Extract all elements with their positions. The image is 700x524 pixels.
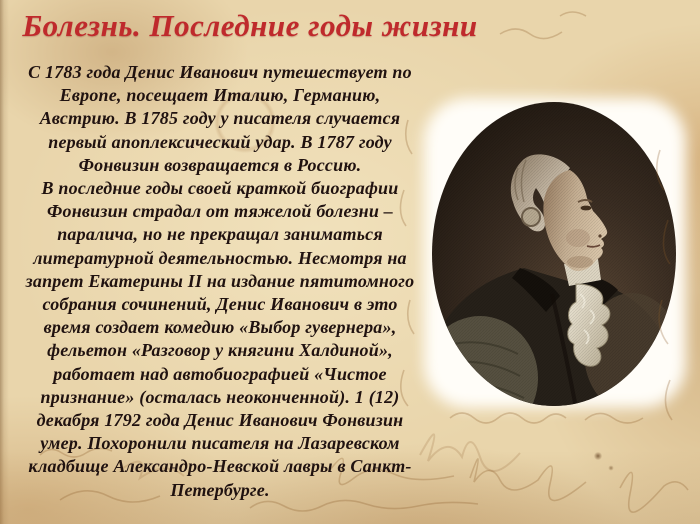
body-line: кладбище Александро-Невской лавры в Санкт- [28,456,412,477]
body-line: умер. Похоронили писателя на Лазаревском [40,433,400,454]
body-line: Фонвизин страдал от тяжелой болезни – [47,201,393,222]
body-line: декабря 1792 года Денис Иванович Фонвизин [36,410,404,431]
portrait-image [428,98,688,408]
slide-title: Болезнь. Последние годы жизни [22,8,478,43]
body-line: литературной деятельностью. Несмотря на [33,247,407,268]
body-line: признание» (осталась неоконченной). 1 (12) [40,386,400,407]
body-line: собрания сочинений, Денис Иванович в это [42,294,398,315]
body-line: запрет Екатерины II на издание пятитомного [25,270,415,291]
body-line: Европе, посещает Италию, Германию, [59,85,381,106]
body-text [2,61,438,502]
body-line: время создает комедию «Выбор гувернера», [43,317,397,338]
body-line: Петербурге. [170,479,270,500]
body-line: работает над автобиографией «Чистое [53,363,387,384]
body-line: паралича, но не прекращал заниматься [57,224,383,245]
body-line: фельетон «Разговор у княгини Халдиной», [47,340,393,361]
body-line: Фонвизин возвращается в Россию. [78,154,362,175]
body-line: первый апоплексический удар. В 1787 году [48,131,392,152]
body-line: С 1783 года Денис Иванович путешествует по [28,62,412,82]
body-line: Австрию. В 1785 году у писателя случается [39,108,401,129]
body-line: В последние годы своей краткой биографии [41,178,399,199]
